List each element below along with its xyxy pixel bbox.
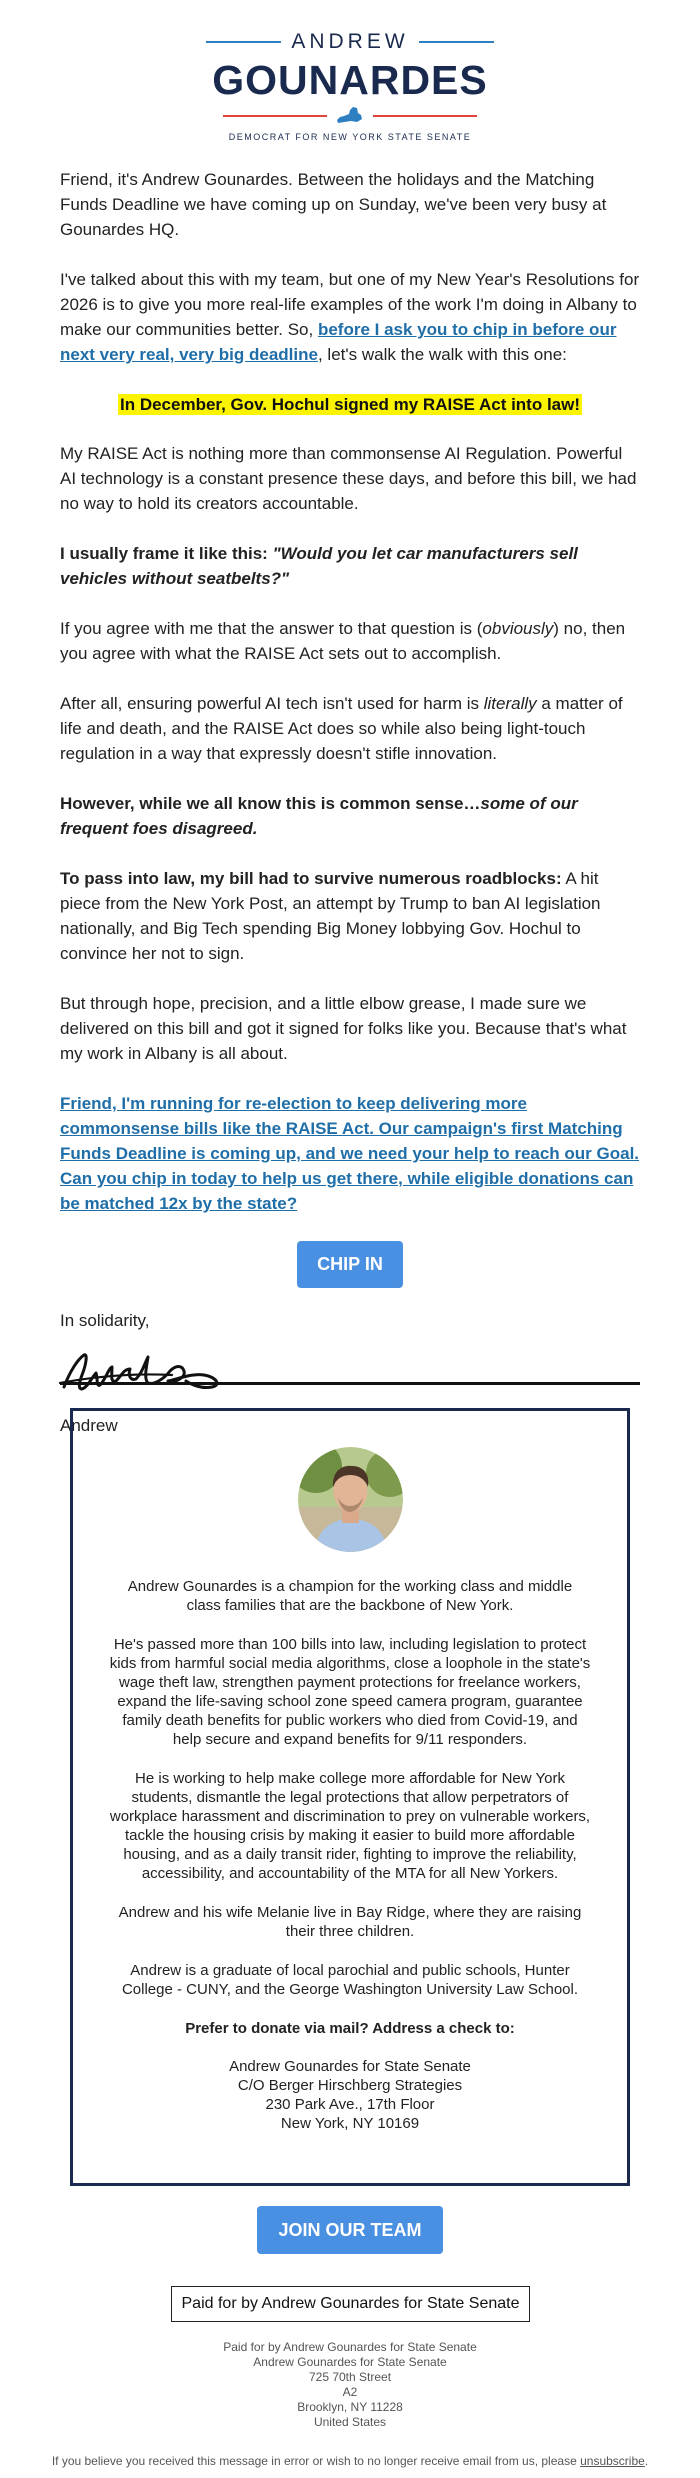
bio-paragraph-4: Andrew and his wife Melanie live in Bay Ridge, where they are raising their three children. [118, 1904, 582, 1940]
raise-act-paragraph: My RAISE Act is nothing more than commonsense AI Regulation. Powerful AI technology is a constant presence these days, and before this bill, we had no way to hold its creators accountable. [60, 444, 637, 513]
avatar [298, 1447, 403, 1552]
foes-paragraph: However, while we all know this is common sense…some of our frequent foes disagreed. [60, 794, 578, 838]
signature-name: Andrew [60, 1416, 118, 1435]
bio-paragraph-1: Andrew Gounardes is a champion for the working class and middle class families that are the backbone of New York. [127, 1578, 573, 1614]
chip-in-button[interactable]: CHIP IN [297, 1241, 403, 1288]
campaign-logo [0, 30, 700, 142]
delivered-paragraph: But through hope, precision, and a little elbow grease, I made sure we delivered on this bill and got it signed for folks like you. Because that's what my work in Albany is all about. [60, 994, 627, 1063]
logo-tagline: DEMOCRAT FOR NEW YORK STATE SENATE [228, 132, 472, 142]
bio-paragraph-2: He's passed more than 100 bills into law, including legislation to protect kids from harmful social media algorithms, close a loophole in the state's wage theft law, strengthen payment protections for freelance workers, expand the life-saving school zone speed camera program, guarantee family death benefits for public workers who died from Covid-19, and help secure and expand benefits for 9/11 responders. [109, 1636, 591, 1748]
join-our-team-button[interactable]: JOIN OUR TEAM [257, 2206, 443, 2254]
bio-paragraph-5: Andrew is a graduate of local parochial and public schools, Hunter College - CUNY, and the George Washington University Law School. [121, 1962, 579, 1998]
signature-image [52, 1343, 640, 1399]
email-body [60, 167, 640, 1438]
bio-box [70, 1408, 630, 2186]
paid-for-box: Paid for by Andrew Gounardes for State Senate [171, 2286, 530, 2322]
mailing-address: Andrew Gounardes for State Senate C/O Berger Hirschberg Strategies 230 Park Ave., 17th Floor New York, NY 10169 [229, 2058, 471, 2132]
logo-red-rule-right [373, 115, 477, 117]
footer-address: Paid for by Andrew Gounardes for State Senate Andrew Gounardes for State Senate 725 70th Street A2 Brooklyn, NY 11228 United States [223, 2340, 477, 2429]
mail-donation-title: Prefer to donate via mail? Address a check to: [185, 2020, 515, 2037]
section-divider [60, 1382, 640, 1385]
highlight-headline: In December, Gov. Hochul signed my RAISE Act into law! [119, 395, 581, 414]
logo-first-name: ANDREW [291, 30, 409, 53]
agree-paragraph: If you agree with me that the answer to that question is (obviously) no, then you agree with what the RAISE Act sets out to accomplish. [60, 619, 626, 663]
roadblocks-paragraph: To pass into law, my bill had to survive numerous roadblocks: A hit piece from the New York Post, an attempt by Trump to ban AI legislation nationally, and Big Tech spending Big Money lobbying Gov. Hochul to convince her not to sign. [60, 869, 601, 963]
logo-rule-right [419, 41, 494, 43]
life-and-death-paragraph: After all, ensuring powerful AI tech isn't used for harm is literally a matter of life and death, and the RAISE Act does so while also being light-touch regulation in a way that expressly doesn't stifle innovation. [60, 694, 623, 763]
logo-rule-left [206, 41, 281, 43]
donate-link[interactable]: Friend, I'm running for re-election to keep delivering more commonsense bills like the RAISE Act. Our campaign's first Matching Funds Deadline is coming up, and we need your help to reach our Goal. Can you chip in today to help us get there, while eligible donations can be matched 12x by the state? [60, 1094, 640, 1213]
bio-paragraph-3: He is working to help make college more affordable for New York students, dismantle the legal protections that allow perpetrators of workplace harassment and discrimination to prey on vulnerable workers, tackle the housing crisis by making it easier to build more affordable housing, and as a daily transit rider, fighting to improve the reliability, accessibility, and accountability of the MTA for all New Yorkers. [109, 1770, 591, 1882]
intro-paragraph: Friend, it's Andrew Gounardes. Between the holidays and the Matching Funds Deadline we have coming up on Sunday, we've been very busy at Gounardes HQ. [60, 170, 607, 239]
new-york-state-icon [335, 106, 365, 126]
unsubscribe-link[interactable]: unsubscribe [580, 2454, 645, 2468]
logo-red-rule-left [223, 115, 327, 117]
donate-paragraph [60, 1091, 640, 1216]
resolutions-paragraph: I've talked about this with my team, but one of my New Year's Resolutions for 2026 is to give you more real-life examples of the work I'm doing in Albany to make our communities better. So, before I ask you to chip in before our next very real, very big deadline, let's walk the walk with this one: [60, 270, 640, 364]
unsubscribe-disclaimer: If you believe you received this message in error or wish to no longer receive email from us, please unsubscribe. [51, 2454, 649, 2468]
deadline-link[interactable]: before I ask you to chip in before our next very real, very big deadline [60, 320, 617, 364]
seatbelts-paragraph: I usually frame it like this: "Would you let car manufacturers sell vehicles without seatbelts?" [60, 544, 578, 588]
closing-text: In solidarity, [60, 1311, 150, 1330]
logo-last-name: GOUNARDES [212, 57, 488, 103]
